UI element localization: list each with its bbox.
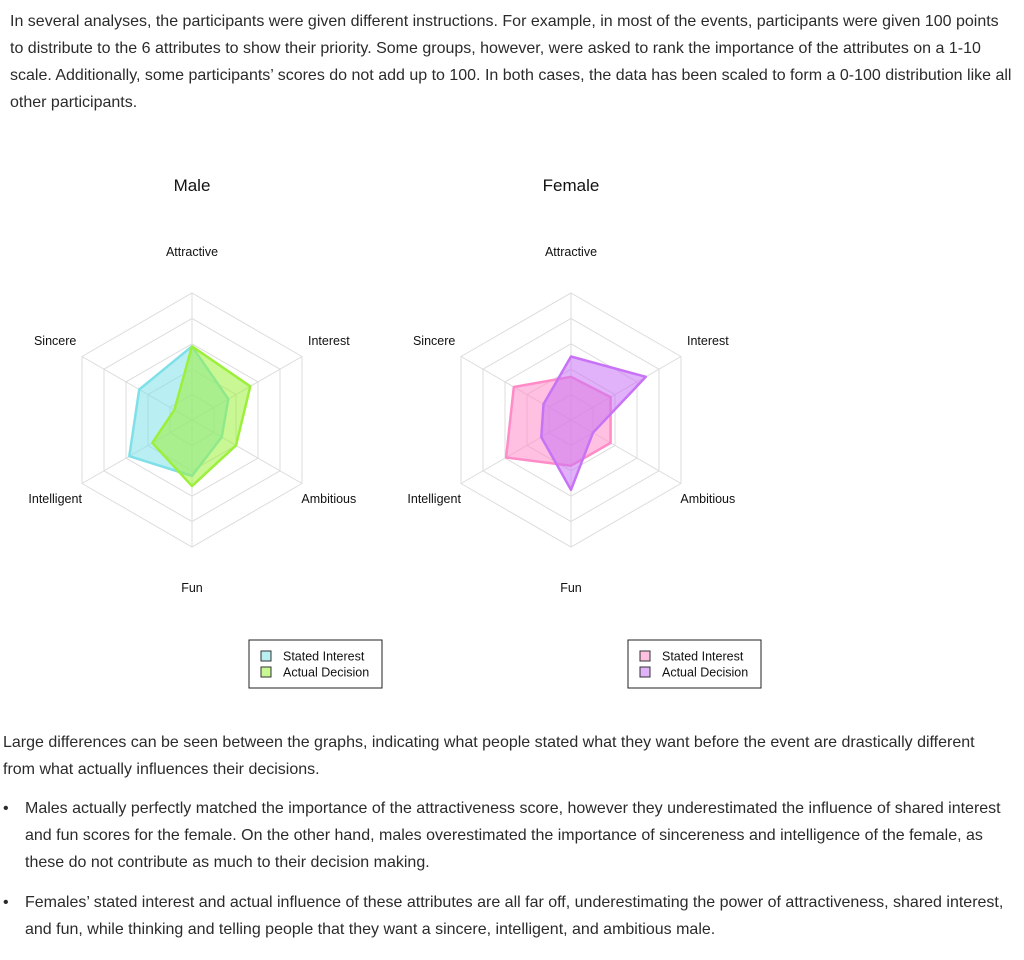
bullet-dot: • [3,894,9,911]
legend-box [628,640,761,688]
summary-paragraph: Large differences can be seen between the graphs, indicating what people stated what they want before the event are drastically different from what actually influences their decisions. [3,734,975,778]
axis-label: Fun [560,581,582,595]
legend-swatch [261,667,271,677]
legend-swatch [640,651,650,661]
axis-label: Intelligent [407,492,461,506]
legend-label: Stated Interest [662,649,744,664]
female-radar-chart [407,176,761,688]
legend-label: Actual Decision [283,665,370,680]
list-item [0,795,1010,876]
axis-label: Sincere [33,334,77,348]
series-area-actual-decision [541,357,645,490]
male-radar-chart [28,176,382,688]
bullet-text: Females’ stated interest and actual influence of these attributes are all far off, underestimating the power of attractiveness, shared interest, and fun, while thinking and telling people that they want a sincere, intelligent, and ambitious male. [25,894,1004,938]
axis-label: Sincere [412,334,456,348]
chart-title: Female [542,176,600,195]
charts-area [0,160,780,700]
findings-list [0,795,1010,956]
legend-box [249,640,382,688]
legend-swatch [640,667,650,677]
axis-label: Interest [686,334,729,348]
axis-label: Ambitious [680,492,736,506]
bullet-dot: • [3,800,9,817]
axis-label: Intelligent [28,492,82,506]
legend-label: Stated Interest [283,649,365,664]
intro-paragraph: In several analyses, the participants were given different instructions. For example, in most of the events, participants were given 100 points to distribute to the 6 attributes to show their priority. Some groups, however, were asked to rank the importance of the attributes on a 1-10 scale. Additionally, some participants’ scores do not add up to 100. In both cases, the data has been scaled to form a 0-100 distribution like all other participants. [10,13,1012,111]
axis-label: Fun [181,581,203,595]
list-item [0,889,1010,943]
axis-label: Interest [307,334,350,348]
legend-label: Actual Decision [662,665,749,680]
chart-title: Male [173,176,211,195]
axis-label: Ambitious [301,492,357,506]
legend-swatch [261,651,271,661]
axis-label: Attractive [544,245,598,259]
axis-label: Attractive [165,245,219,259]
bullet-text: Males actually perfectly matched the importance of the attractiveness score, however they underestimated the influence of shared interest and fun scores for the female. On the other hand, males overestimated the importance of sincereness and intelligence of the female, as these do not contribute as much to their decision making. [25,800,1001,871]
